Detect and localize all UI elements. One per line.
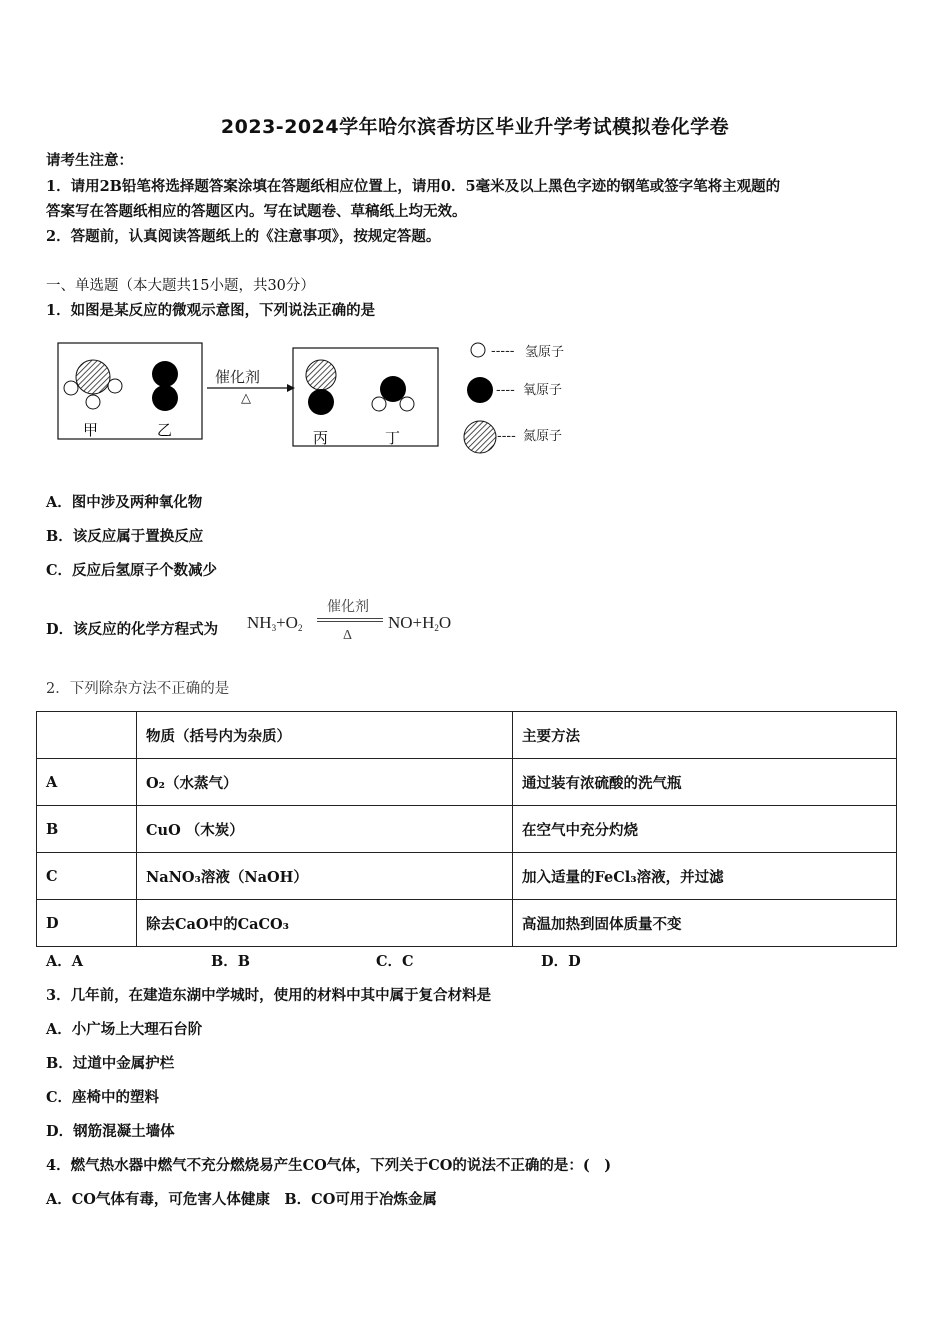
table-header-cell: [37, 712, 137, 759]
table-header-row: [37, 712, 897, 759]
row-substance: O₂（水蒸气）: [137, 759, 513, 806]
q1-option-c: C．反应后氢原子个数减少: [46, 562, 218, 579]
legend-hydrogen: 氢原子: [525, 345, 565, 360]
label-bing: 丙: [313, 429, 329, 447]
svg-text:----: ----: [496, 383, 515, 398]
nitric-oxide-molecule: [306, 360, 336, 415]
row-method: 高温加热到固体质量不变: [513, 900, 897, 947]
notice-item-1a: 1．请用2B铅笔将选择题答案涂填在答题纸相应位置上，请用0．5毫米及以上黑色字迹的钢笔或签字笔将主观题的: [46, 178, 781, 195]
arrow-catalyst: 催化剂: [215, 368, 261, 386]
impurity-table: [36, 711, 897, 947]
q1-option-a: A．图中涉及两种氧化物: [46, 494, 203, 511]
q2-option-c: C．C: [376, 953, 414, 970]
q2-option-a: A．A: [46, 953, 84, 970]
eq-condition-top: 催化剂: [327, 599, 369, 615]
arrow-head-icon: [287, 384, 295, 392]
oxygen-molecule: [152, 361, 178, 411]
table-header-cell: 物质（括号内为杂质）: [137, 712, 513, 759]
row-id: D: [37, 900, 137, 947]
table-row: [37, 853, 897, 900]
hydrogen-atom-icon: [471, 343, 485, 357]
row-method: 通过装有浓硫酸的洗气瓶: [513, 759, 897, 806]
label-jia: 甲: [83, 421, 99, 439]
table-row: [37, 759, 897, 806]
label-yi: 乙: [157, 421, 173, 439]
arrow-heat: △: [241, 391, 251, 406]
legend: [464, 343, 564, 453]
row-id: B: [37, 806, 137, 853]
row-id: A: [37, 759, 137, 806]
svg-text:----: ----: [497, 429, 516, 444]
q1-option-d: D．该反应的化学方程式为: [46, 621, 219, 638]
q2-stem: 2．下列除杂方法不正确的是: [46, 681, 230, 697]
nitrogen-atom-icon: [464, 421, 496, 453]
q3-stem: 3．几年前，在建造东湖中学城时，使用的材料中其中属于复合材料是: [46, 987, 492, 1004]
page-title: 2023-2024学年哈尔滨香坊区毕业升学考试模拟卷化学卷: [220, 116, 730, 138]
q3-option-c: C．座椅中的塑料: [46, 1089, 160, 1106]
table-row: [37, 900, 897, 947]
legend-nitrogen: 氮原子: [523, 429, 563, 444]
row-id: C: [37, 853, 137, 900]
row-method: 在空气中充分灼烧: [513, 806, 897, 853]
q3-option-d: D．钢筋混凝土墙体: [46, 1123, 175, 1140]
eq-rhs: $NO+H_2O$: [388, 613, 452, 633]
ammonia-molecule: [64, 360, 122, 409]
row-method: 加入适量的FeCl₃溶液，并过滤: [513, 853, 897, 900]
q2-options: [46, 952, 581, 972]
row-substance: 除去CaO中的CaCO₃: [137, 900, 513, 947]
q2-option-b: B．B: [211, 953, 251, 970]
q1-stem: 1．如图是某反应的微观示意图，下列说法正确的是: [46, 302, 376, 319]
table-row: [37, 806, 897, 853]
reactant-box: [58, 343, 202, 439]
q3-option-a: A．小广场上大理石台阶: [46, 1021, 203, 1038]
q3-option-b: B．过道中金属护栏: [46, 1055, 175, 1072]
legend-oxygen: 氧原子: [523, 383, 563, 398]
reaction-diagram: [55, 340, 575, 460]
row-substance: CuO （木炭）: [137, 806, 513, 853]
notice-item-1b: 答案写在答题纸相应的答题区内。写在试题卷、草稿纸上均无效。: [46, 203, 467, 220]
notice-heading: 请考生注意：: [46, 152, 133, 169]
chemical-equation: [247, 596, 487, 648]
eq-condition-bottom: Δ: [343, 628, 353, 643]
oxygen-atom-icon: [467, 377, 493, 403]
svg-text:-----: -----: [491, 344, 515, 359]
q2-option-d: D．D: [541, 953, 581, 970]
label-ding: 丁: [385, 429, 401, 447]
notice-item-2: 2．答题前，认真阅读答题纸上的《注意事项》，按规定答题。: [46, 228, 441, 245]
q4-stem: 4．燃气热水器中燃气不充分燃烧易产生CO气体，下列关于CO的说法不正确的是：( ): [46, 1157, 612, 1174]
table-header-cell: 主要方法: [513, 712, 897, 759]
eq-lhs: $NH_3+O_2$: [247, 613, 303, 633]
section-heading: 一、单选题（本大题共15小题，共30分）: [46, 278, 315, 294]
row-substance: NaNO₃溶液（NaOH）: [137, 853, 513, 900]
water-molecule: [372, 376, 414, 411]
q4-options: A．CO气体有毒，可危害人体健康 B．CO可用于冶炼金属: [46, 1191, 437, 1208]
q1-option-b: B．该反应属于置换反应: [46, 528, 204, 545]
